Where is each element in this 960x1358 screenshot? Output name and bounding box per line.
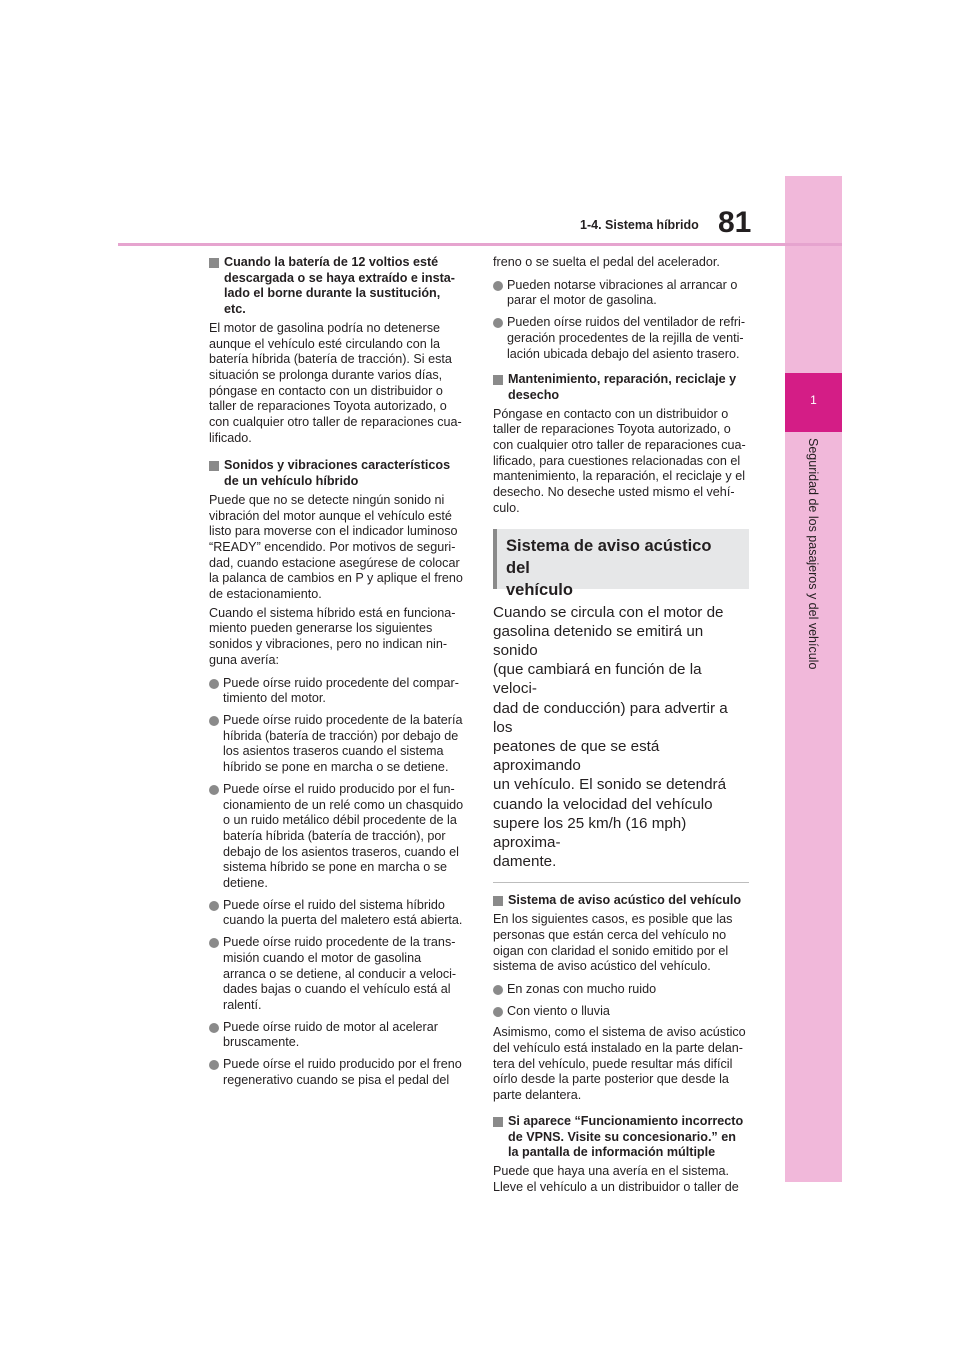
text-line: Pueden notarse vibraciones al arrancar o: [507, 277, 738, 292]
bullet-item: [209, 1020, 467, 1051]
section-divider: [493, 882, 749, 883]
text-line: dad de conducción) para advertir a los: [493, 699, 728, 736]
text-line: El motor de gasolina podría no detenerse: [209, 320, 441, 335]
square-bullet-icon: [493, 375, 503, 385]
text-line: tera del vehículo, puede resultar más difícil: [493, 1056, 733, 1071]
round-bullet-icon: [209, 679, 219, 689]
heading-sounds: [209, 458, 467, 489]
text-line: vehículo: [506, 580, 573, 599]
text-line: o un ruido metálico débil procedente de la: [223, 813, 457, 828]
text-line: híbrida (batería de tracción) por debajo de: [223, 728, 459, 743]
square-bullet-icon: [209, 258, 219, 268]
aviso-bullet-list: [493, 982, 749, 1019]
bullet-item: [493, 1004, 749, 1020]
text-line: la palanca de cambios en P y aplique el freno: [209, 571, 463, 586]
text-line: taller de reparaciones Toyota autorizado, o: [493, 422, 731, 437]
text-line: debajo de los asientos traseros, cuando el: [223, 844, 459, 859]
section-title-box: [493, 529, 749, 599]
text-line: Pueden oírse ruidos del ventilador de refri-: [507, 315, 746, 330]
text-line: timiento del motor.: [223, 691, 326, 706]
round-bullet-icon: [493, 318, 503, 328]
text-line: Cuando se circula con el motor de: [493, 603, 724, 621]
heading-aviso: [493, 893, 749, 909]
text-line: oigan con claridad el sonido emitido por el: [493, 943, 729, 958]
text-line: supere los 25 km/h (16 mph) aproxima-: [493, 814, 687, 851]
text-line: sistema híbrido se pone en marcha o se: [223, 860, 448, 875]
section-title-bar: [493, 529, 497, 589]
heading-maintenance: [493, 372, 749, 403]
text-line: con cualquier otro taller de reparaciones cua-: [209, 415, 462, 430]
aviso-text-2: [493, 1025, 749, 1104]
continuation-text: [493, 255, 749, 271]
text-line: Con viento o lluvia: [507, 1003, 610, 1018]
text-line: Puede oírse el ruido del sistema híbrido: [223, 897, 445, 912]
text-line: parte delantera.: [493, 1088, 582, 1103]
battery-text: [209, 321, 467, 447]
maintenance-text: [493, 407, 749, 517]
bullet-item: [209, 898, 467, 929]
chapter-number: 1: [810, 393, 817, 407]
text-line: desecho. No deseche usted mismo el vehí-: [493, 485, 735, 500]
text-line: “READY” encendido. Por motivos de seguri-: [209, 539, 456, 554]
text-line: vibración del motor aunque el vehículo esté: [209, 508, 452, 523]
sounds-bullet-list: [209, 676, 467, 1089]
text-line: Asimismo, como el sistema de aviso acústico: [493, 1025, 746, 1040]
text-line: lado el borne durante la sustitución,: [224, 286, 441, 301]
text-line: Puede oírse el ruido producido por el fun-: [223, 781, 455, 796]
round-bullet-icon: [209, 1023, 219, 1033]
left-column: [209, 255, 467, 1094]
text-line: Lleve el vehículo a un distribuidor o taller de: [493, 1179, 739, 1194]
text-line: la pantalla de información múltiple: [508, 1145, 716, 1160]
right-column: [493, 255, 749, 1198]
vibration-bullet-list: [493, 278, 749, 363]
text-line: Sistema de aviso acústico del vehículo: [508, 893, 742, 908]
round-bullet-icon: [209, 716, 219, 726]
text-line: (que cambiará en función de la veloci-: [493, 661, 702, 698]
text-line: Puede oírse ruido de motor al acelerar: [223, 1019, 438, 1034]
text-line: un vehículo. El sonido se detendrá: [493, 776, 727, 794]
text-line: descargada o se haya extraído e insta-: [224, 270, 455, 285]
round-bullet-icon: [209, 785, 219, 795]
text-line: Puede que haya una avería en el sistema.: [493, 1163, 729, 1178]
text-line: Puede que no se detecte ningún sonido ni: [209, 492, 445, 507]
text-line: los asientos traseros cuando el sistema: [223, 744, 444, 759]
text-line: Puede oírse ruido procedente del compar-: [223, 675, 459, 690]
round-bullet-icon: [493, 1007, 503, 1017]
text-line: personas que están cerca del vehículo no: [493, 927, 727, 942]
text-line: En zonas con mucho ruido: [507, 981, 657, 996]
text-line: ralentí.: [223, 997, 262, 1012]
text-line: Cuando el sistema híbrido está en funciona-: [209, 605, 456, 620]
round-bullet-icon: [209, 901, 219, 911]
text-line: mantenimiento, la reparación, el reciclaje y el: [493, 469, 745, 484]
text-line: de estacionamiento.: [209, 587, 322, 602]
vpns-text: [493, 1164, 749, 1195]
heading-battery: [209, 255, 467, 318]
heading-vpns: [493, 1114, 749, 1161]
round-bullet-icon: [209, 938, 219, 948]
text-line: de un vehículo híbrido: [224, 474, 359, 489]
text-line: dad, cuando estacione asegúrese de colocar: [209, 555, 460, 570]
text-line: taller de reparaciones Toyota autorizado, o: [209, 399, 447, 414]
round-bullet-icon: [209, 1060, 219, 1070]
text-line: geración procedentes de la rejilla de venti-: [507, 330, 744, 345]
bullet-item: [209, 713, 467, 776]
text-line: cuando la puerta del maletero está abierta.: [223, 913, 463, 928]
text-line: híbrido se pone en marcha o se detiene.: [223, 760, 449, 775]
text-line: lificado, para cuestiones relacionadas con el: [493, 453, 741, 468]
text-line: Póngase en contacto con un distribuidor o: [493, 406, 729, 421]
text-line: lación ubicada debajo del asiento trasero.: [507, 346, 740, 361]
aviso-text-1: [493, 912, 749, 975]
text-line: etc.: [224, 302, 246, 317]
bullet-item: [493, 982, 749, 998]
text-line: sistema de aviso acústico del vehículo.: [493, 959, 711, 974]
text-line: cionamiento de un relé como un chasquido: [223, 797, 464, 812]
square-bullet-icon: [209, 461, 219, 471]
chapter-label: Seguridad de los pasajeros y del vehículo: [806, 438, 820, 670]
text-line: damente.: [493, 853, 557, 871]
square-bullet-icon: [493, 1117, 503, 1127]
text-line: del vehículo está instalado en la parte delan-: [493, 1041, 743, 1056]
text-line: lificado.: [209, 430, 252, 445]
text-line: gasolina detenido se emitirá un sonido: [493, 622, 704, 659]
text-line: batería híbrida (batería de tracción). Si esta: [209, 352, 452, 367]
text-line: Puede oírse el ruido producido por el freno: [223, 1057, 462, 1072]
header-rule: [118, 243, 842, 246]
text-line: oírlo desde la parte posterior que desde la: [493, 1072, 729, 1087]
bullet-item: [209, 935, 467, 1014]
text-line: arranca o se detiene, al conducir a veloci-: [223, 966, 457, 981]
text-line: peatones de que se está aproximando: [493, 737, 660, 775]
text-line: batería híbrida (batería de tracción), por: [223, 828, 446, 843]
text-line: cuando la velocidad del vehículo: [493, 795, 713, 813]
text-line: bruscamente.: [223, 1035, 300, 1050]
text-line: detiene.: [223, 876, 268, 891]
text-line: Sonidos y vibraciones característicos: [224, 458, 451, 473]
text-line: listo para moverse con el indicador luminoso: [209, 524, 458, 539]
round-bullet-icon: [493, 281, 503, 291]
section-header: 1-4. Sistema híbrido: [580, 218, 699, 232]
section-title: [506, 535, 739, 601]
text-line: situación se prolonga durante varios días,: [209, 367, 443, 382]
text-line: guna avería:: [209, 652, 280, 667]
square-bullet-icon: [493, 896, 503, 906]
text-line: Sistema de aviso acústico del: [506, 536, 712, 577]
section-intro: [493, 603, 749, 872]
text-line: freno o se suelta el pedal del acelerador.: [493, 255, 720, 269]
sounds-text-1: [209, 493, 467, 603]
text-line: Si aparece “Funcionamiento incorrecto: [508, 1113, 744, 1128]
text-line: con cualquier otro taller de reparaciones cua-: [493, 438, 746, 453]
text-line: Puede oírse ruido procedente de la trans-: [223, 935, 456, 950]
text-line: desecho: [508, 387, 560, 402]
text-line: misión cuando el motor de gasolina: [223, 950, 422, 965]
text-line: En los siguientes casos, es posible que las: [493, 912, 733, 927]
text-line: aunque el vehículo esté circulando con la: [209, 336, 441, 351]
page-number: 81: [718, 206, 752, 239]
round-bullet-icon: [493, 985, 503, 995]
text-line: Puede oírse ruido procedente de la batería: [223, 712, 463, 727]
sounds-text-2: [209, 606, 467, 669]
bullet-item: [493, 315, 749, 362]
text-line: póngase en contacto con un distribuidor o: [209, 383, 443, 398]
text-line: de VPNS. Visite su concesionario.” en: [508, 1129, 736, 1144]
text-line: dades bajas o cuando el vehículo está al: [223, 982, 451, 997]
text-line: parar el motor de gasolina.: [507, 293, 657, 308]
bullet-item: [209, 676, 467, 707]
text-line: Mantenimiento, reparación, reciclaje y: [508, 372, 737, 387]
text-line: Cuando la batería de 12 voltios esté: [224, 255, 439, 269]
text-line: regenerativo cuando se pisa el pedal del: [223, 1072, 450, 1087]
bullet-item: [493, 278, 749, 309]
bullet-item: [209, 782, 467, 892]
bullet-item: [209, 1057, 467, 1088]
text-line: culo.: [493, 500, 520, 515]
text-line: sonidos y vibraciones, pero no indican nin-: [209, 637, 448, 652]
text-line: miento pueden generarse los siguientes: [209, 621, 433, 636]
